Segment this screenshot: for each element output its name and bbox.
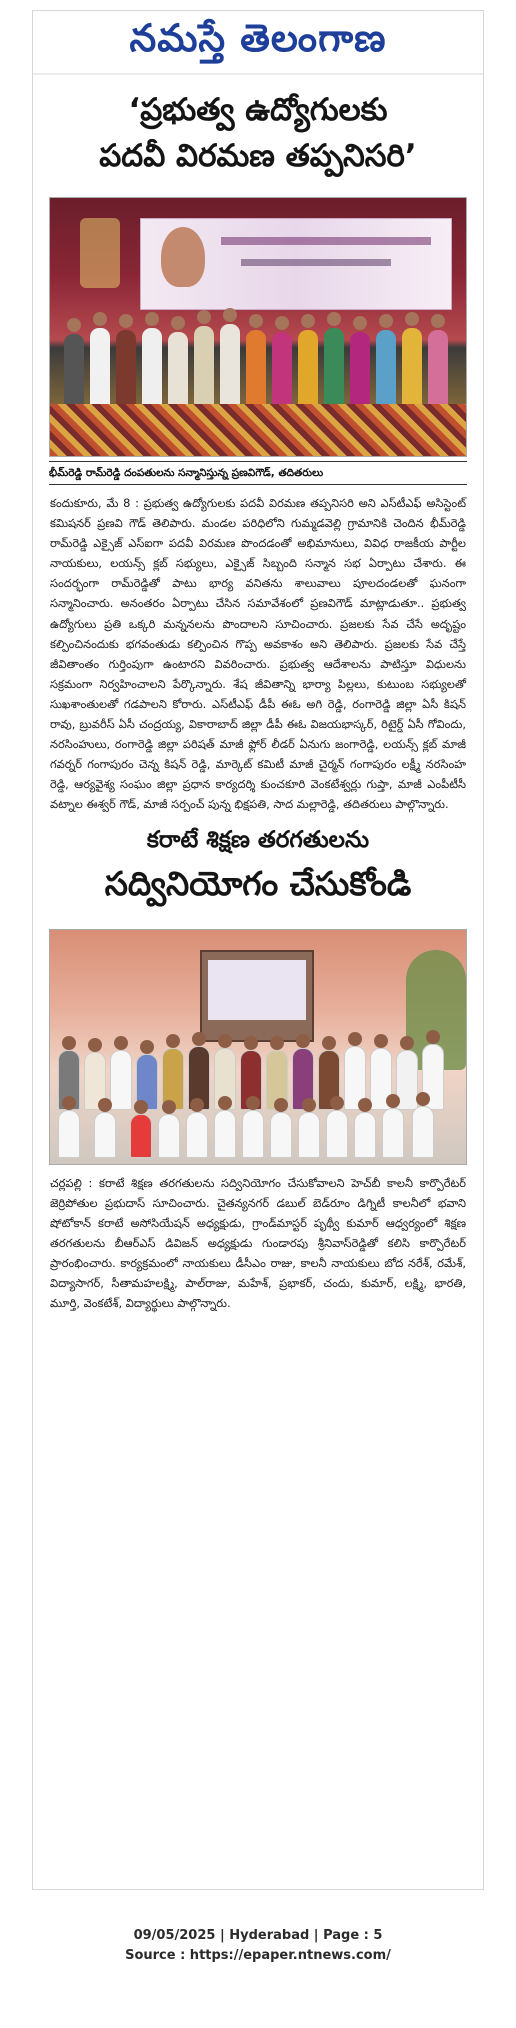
footer-dateline: 09/05/2025 | Hyderabad | Page : 5 <box>133 1928 383 1943</box>
article2-headline-line-2: సద్వినియోగం చేసుకోండి <box>104 863 412 903</box>
article1-headline-line-1: ‘ప్రభుత్వ ఉద్యోగులకు <box>128 92 388 128</box>
article2-paragraph: చర్లపల్లి : కరాటే శిక్షణ తరగతులను సద్వినియోగం చేసుకోవాలని హెచ్‌బీ కాలనీ కార్పొరేటర్‌ జెర్రిపోతుల ప్రభుదాస్‌ సూచించారు. చైతన్యనగర్‌ డబుల్‌ బెడ్‌రూం డిగ్నిటీ కాలనీలో భవాని షోటోకాన్‌ కరాటే అసోసియేషన్‌ అధ్యక్షుడు, గ్రాండ్‌మాస్టర్‌ పృథ్వీ కుమార్‌ ఆధ్వర్యంలో శిక్షణ తరగతులను బీఆర్‌ఎస్‌ డివిజన్‌ అధ్యక్షుడు గుండారపు శ్రీనివాస్‌రెడ్డితో కలిసి కార్పొరేటర్‌ ప్రారంభించారు. కార్యక్రమంలో నాయకులు డీసీఎం రాజు, కాలనీ నాయకులు బోద నరేశ్‌, రమేశ్‌, విద్యాసాగర్‌, సీతామహలక్ష్మి, పాల్‌రాజు, మహేశ్‌, ప్రభాకర్‌, చందు, కుమార్‌, లక్ష్మి, భారతి, మూర్తి, వెంకటేశ్‌, విద్యార్థులు పాల్గొన్నారు. <box>50 1175 466 1311</box>
article1-body <box>50 493 466 815</box>
news-clipping <box>32 10 484 1890</box>
stage-banner <box>140 218 452 310</box>
article2-body <box>50 1173 466 1314</box>
notice-board <box>200 950 314 1042</box>
stage-carpet <box>50 404 466 456</box>
article1-headline-line-2: పదవీ విరమణ తప్పనిసరి’ <box>99 138 417 174</box>
article1-paragraph: కందుకూరు, మే 8 : ప్రభుత్వ ఉద్యోగులకు పదవీ విరమణ తప్పనిసరి అని ఎస్‌టీఎఫ్‌ అసిస్టెంట్‌ కమిషనర్‌ ప్రణవి గౌడ్‌ తెలిపారు. మండల పరిధిలోని గుమ్మడవెల్లి గ్రామానికి చెందిన భీమ్‌రెడ్డి రామ్‌రెడ్డి ఎక్సైజ్‌ ఎస్‌ఐగా పదవీ విరమణ పొందడంతో అభిమానులు, వివిధ రాజకీయ పార్టీల నాయకులు, లయన్స్‌ క్లబ్‌ సభ్యులు, ఎక్సైజ్‌ సిబ్బంది సన్మాన సభ ఏర్పాటు చేశారు. ఈ సందర్భంగా రామ్‌రెడ్డితో పాటు భార్య వనితను శాలువాలు పూలదండలతో ఘనంగా సన్మానించారు. అనంతరం ఏర్పాటు చేసిన సమావేశంలో ప్రణవిగౌడ్‌ మాట్లాడుతూ.. ప్రభుత్వ ఉద్యోగులు ప్రతి ఒక్కరి మన్ననలను పొందాలని సూచించారు. ప్రజలకు సేవ చేసే అదృష్టం కల్పించినందుకు భగవంతుడు కల్పించిన గొప్ప అవకాశం అని తెలిపారు. ప్రజలకు సేవ చేస్తే జీవితాంతం గుర్తింపుగా ఉంటారని వివరించారు. ప్రభుత్వ ఆదేశాలను పాటిస్తూ విధులను సక్రమంగా నిర్వహించాలని పేర్కొన్నారు. శేష జీవితాన్ని భార్యా పిల్లలు, కుటుంబ సభ్యులతో సుఖశాంతులతో గడపాలని కోరారు. ఎస్‌టీఎఫ్‌ డీపీ ఈఓ అగి రెడ్డి, రంగారెడ్డి జిల్లా ఏసీ కిషన్‌ రావు, బ్రువరీస్‌ ఏసీ చంద్రయ్య, వికారాబాద్‌ జిల్లా డీపీ ఈఓ విజయభాస్కర్‌, రిటైర్డ్‌ ఏసీ గోవిందు, నరసింహులు, రంగారెడ్డి జిల్లా పరిషత్‌ మాజీ ఫ్లోర్‌ లీడర్‌ ఏనుగు జంగారెడ్డి, లయన్స్‌ క్లబ్‌ మాజీ గవర్నర్‌ గంగాపురం చెన్న కిషన్‌ రెడ్డి, మార్కెట్‌ కమిటీ మాజీ చైర్మన్‌ గంగాపురం లక్ష్మీ నరసింహ రెడ్డి, ఆర్యవైశ్య సంఘం జిల్లా ప్రధాన కార్యదర్శి కుంచకూరి వెంకటేశ్వర్లు గుప్తా, మాజీ ఎంపీటీసీ వట్నాల ఈశ్వర్‌ గౌడ్‌, మాజీ సర్పంచ్‌ పున్న భిక్షపతి, సాద మల్లారెడ్డి, తదితరులు పాల్గొన్నారు. <box>50 496 466 812</box>
article2-headline-line-1: కరాటే శిక్షణ తరగతులను <box>146 826 370 853</box>
article1-headline <box>33 93 483 185</box>
felicitation-photo <box>49 197 467 457</box>
photo-caption: భీమ్‌రెడ్డి రామ్‌రెడ్డి దంపతులను సన్మానిస్తున్న ప్రణవిగౌడ్‌, తదితరులు <box>49 461 467 485</box>
stage-lamp <box>80 218 120 288</box>
footer-source: Source : https://epaper.ntnews.com/ <box>125 1948 391 1963</box>
karate-class-photo <box>49 929 467 1165</box>
newspaper-masthead: నమస్తే తెలంగాణ <box>33 11 483 75</box>
